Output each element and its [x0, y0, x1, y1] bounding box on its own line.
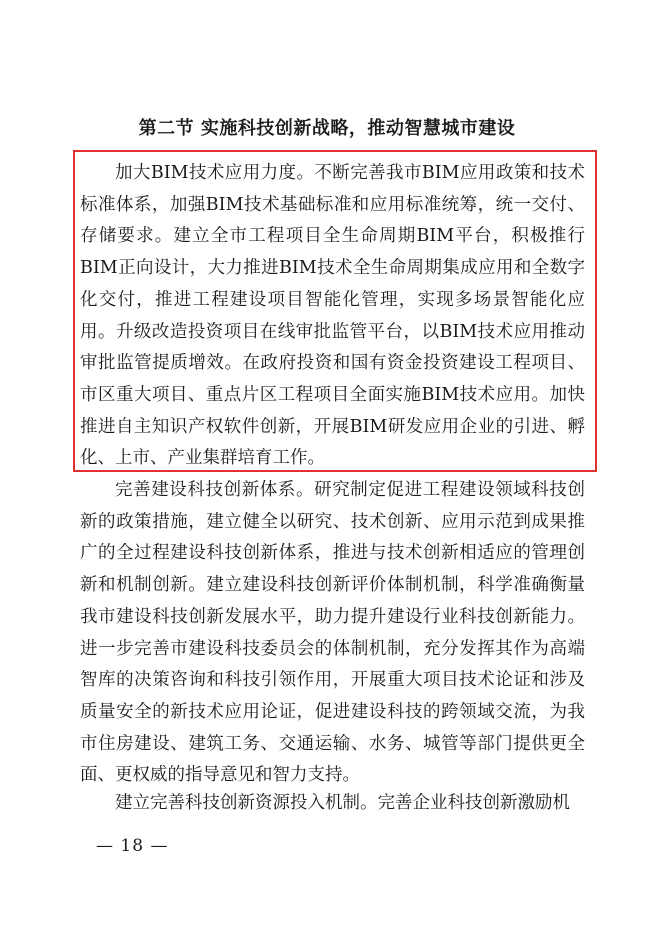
page-number: — 18 —: [96, 836, 169, 856]
paragraph-tech-innovation-system: 完善建设科技创新体系。研究制定促进工程建设领域科技创新的政策措施，建立健全以研究、技术创新、应用示范到成果推广的全过程建设科技创新体系，推进与技术创新相适应的管理创新和机制创新。建立建设科技创新评价体制机制，科学准确衡量我市建设科技创新发展水平，助力提升建设行业科技创新能力。进一步完善市建设科技委员会的体制机制，充分发挥其作为高端智库的决策咨询和科技引领作用，开展重大项目技术论证和涉及质量安全的新技术应用论证，促进建设科技的跨领域交流，为我市住房建设、建筑工务、交通运输、水务、城管等部门提供更全面、更权威的指导意见和智力支持。: [80, 480, 585, 786]
section-title: 第二节 实施科技创新战略，推动智慧城市建设: [138, 118, 516, 139]
paragraph-resource-investment: 建立完善科技创新资源投入机制。完善企业科技创新激励机: [115, 793, 570, 813]
paragraph-bim: 加大BIM技术应用力度。不断完善我市BIM应用政策和技术标准体系，加强BIM技术基础标准和应用标准统筹，统一交付、存储要求。建立全市工程项目全生命周期BIM平台，积极推行BIM正向设计，大力推进BIM技术全生命周期集成应用和全数字化交付，推进工程建设项目智能化管理，实现多场景智能化应用。升级改造投资项目在线审批监管平台，以BIM技术应用推动审批监管提质增效。在政府投资和国有资金投资建设工程项目、市区重大项目、重点片区工程项目全面实施BIM技术应用。加快推进自主知识产权软件创新，开展BIM研发应用企业的引进、孵化、上市、产业集群培育工作。: [80, 163, 585, 469]
